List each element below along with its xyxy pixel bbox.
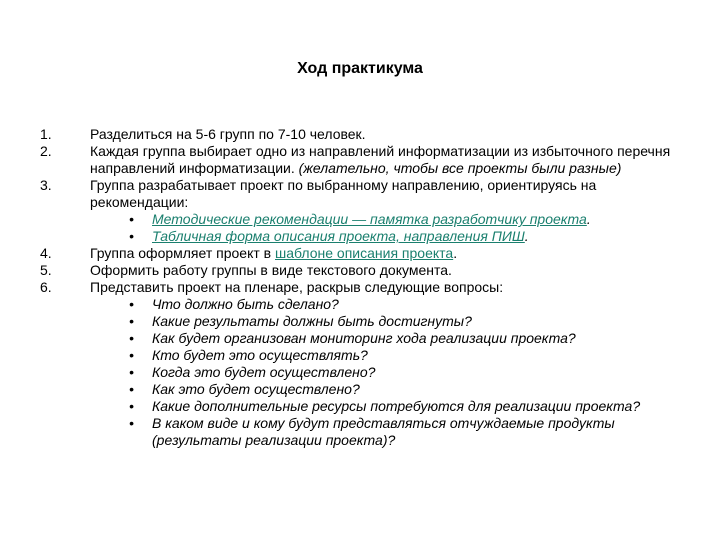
bullet: • (129, 313, 134, 329)
sub-item: • Табличная форма описания проекта, направления ПИШ. (40, 228, 690, 245)
table-form-link[interactable]: Табличная форма описания проекта, направления ПИШ (152, 228, 525, 244)
project-template-link[interactable]: шаблоне описания проекта (275, 245, 454, 261)
steps-list (40, 126, 690, 449)
item-text: Группа оформляет проект в шаблоне описания проекта. (90, 245, 458, 261)
sub-item: • Методические рекомендации — памятка разработчику проекта. (40, 211, 690, 228)
bullet: • (129, 330, 134, 346)
item-text: Каждая группа выбирает одно из направлений информатизации из избыточного перечня направлений информатизации. (желательно, чтобы все проекты были разные) (90, 143, 671, 176)
item-number: 2. (40, 143, 52, 159)
list-item (40, 177, 690, 211)
question-item: • В каком виде и кому будут представляться отчуждаемые продукты (результаты реализации проекта)? (40, 415, 690, 449)
list-item (40, 245, 690, 262)
bullet: • (129, 364, 134, 380)
item-number: 6. (40, 279, 52, 295)
bullet: • (129, 415, 134, 431)
question-item: • Как будет организован мониторинг хода реализации проекта? (40, 330, 690, 347)
item-note: (желательно, чтобы все проекты были разные) (298, 160, 622, 176)
list-item (40, 143, 690, 177)
bullet: • (129, 347, 134, 363)
bullet: • (129, 398, 134, 414)
list-item (40, 262, 690, 279)
item-number: 3. (40, 177, 52, 193)
item-number: 4. (40, 245, 52, 261)
question-item: • Что должно быть сделано? (40, 296, 690, 313)
list-item (40, 126, 690, 143)
item-text: Представить проект на пленаре, раскрыв следующие вопросы: (90, 279, 504, 295)
question-item: • Когда это будет осуществлено? (40, 364, 690, 381)
methodical-recommendations-link[interactable]: Методические рекомендации — памятка разработчику проекта (152, 211, 587, 227)
item-text: Разделиться на 5-6 групп по 7-10 человек. (90, 126, 366, 142)
bullet: • (129, 296, 134, 312)
question-item: • Как это будет осуществлено? (40, 381, 690, 398)
question-item: • Кто будет это осуществлять? (40, 347, 690, 364)
item-text: Оформить работу группы в виде текстового документа. (90, 262, 452, 278)
bullet: • (129, 228, 134, 244)
questions-list (40, 296, 690, 449)
bullet: • (129, 381, 134, 397)
page-title: Ход практикума (297, 60, 423, 77)
item-number: 5. (40, 262, 52, 278)
item-number: 1. (40, 126, 52, 142)
list-item (40, 279, 690, 296)
bullet: • (129, 211, 134, 227)
question-item: • Какие дополнительные ресурсы потребуются для реализации проекта? (40, 398, 690, 415)
item-text: Группа разрабатывает проект по выбранному направлению, ориентируясь на рекомендации: (90, 177, 597, 210)
question-item: • Какие результаты должны быть достигнуты? (40, 313, 690, 330)
